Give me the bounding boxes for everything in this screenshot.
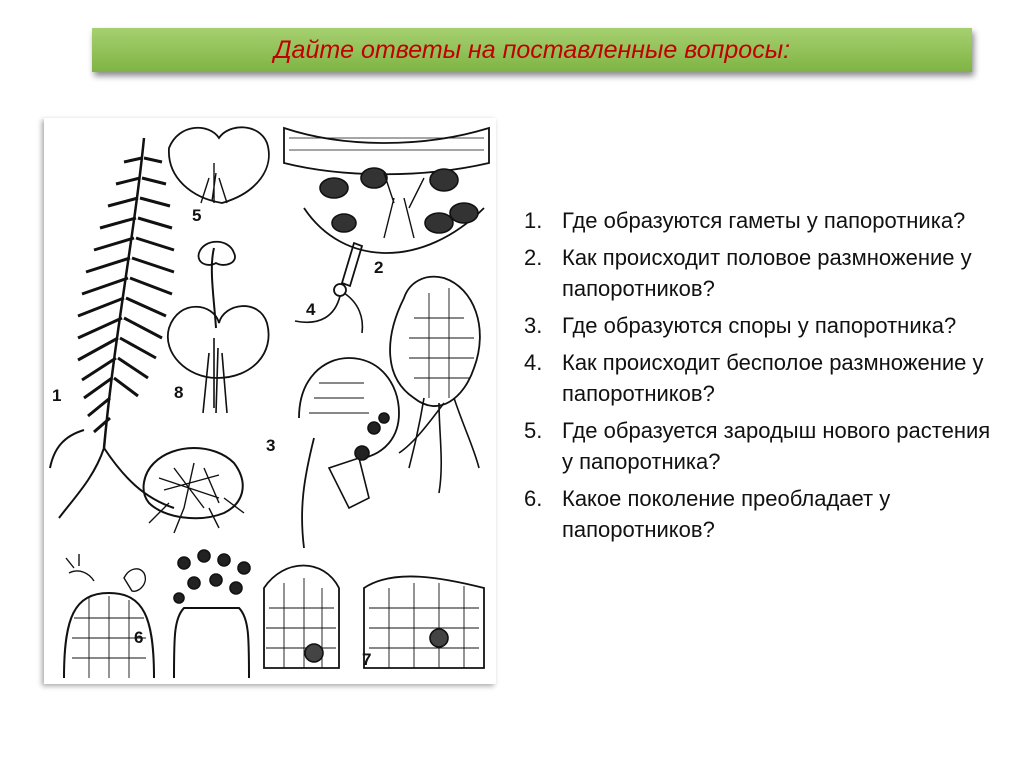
question-number: 1. [524,208,543,233]
question-number: 6. [524,486,543,511]
question-number: 3. [524,313,543,338]
question-item [524,205,1004,236]
prothallus-drawing-5 [169,127,269,203]
figure-label-2: 2 [374,258,384,277]
question-number: 2. [524,245,543,270]
question-text: Как происходит половое размножение у папоротников? [562,245,972,301]
figure-label-6: 6 [134,628,144,647]
slide-title-bar [92,28,972,72]
question-item [524,310,1004,341]
archegonium-drawing [390,277,480,493]
question-item [524,242,1004,304]
question-text: Где образуется зародыш нового растения у папоротника? [562,418,991,474]
fern-illustration [44,118,496,684]
figure-label-1: 1 [52,386,62,405]
question-text: Где образуются споры у папоротника? [562,313,957,338]
antheridium-drawing-6 [64,550,250,678]
question-number: 5. [524,418,543,443]
figure-label-3: 3 [266,436,276,455]
slide-title: Дайте ответы на поставленные вопросы: [273,35,791,64]
question-item [524,415,1004,477]
question-text: Где образуются гаметы у папоротника? [562,208,966,233]
question-list [524,205,1004,551]
question-text: Какое поколение преобладает у папоротников? [562,486,891,542]
question-item [524,347,1004,409]
question-number: 4. [524,350,543,375]
sporangium-drawing-3 [299,358,399,548]
fern-life-cycle-figure [44,118,496,684]
figure-label-4: 4 [306,300,316,319]
sorus-section-drawing-2 [284,128,489,253]
figure-label-7: 7 [362,650,372,669]
embryo-drawing-7 [264,566,484,669]
figure-label-8: 8 [174,383,184,402]
question-text: Как происходит бесполое размножение у папоротников? [562,350,984,406]
figure-label-5: 5 [192,206,202,225]
fern-frond-drawing [50,138,244,533]
question-item [524,483,1004,545]
